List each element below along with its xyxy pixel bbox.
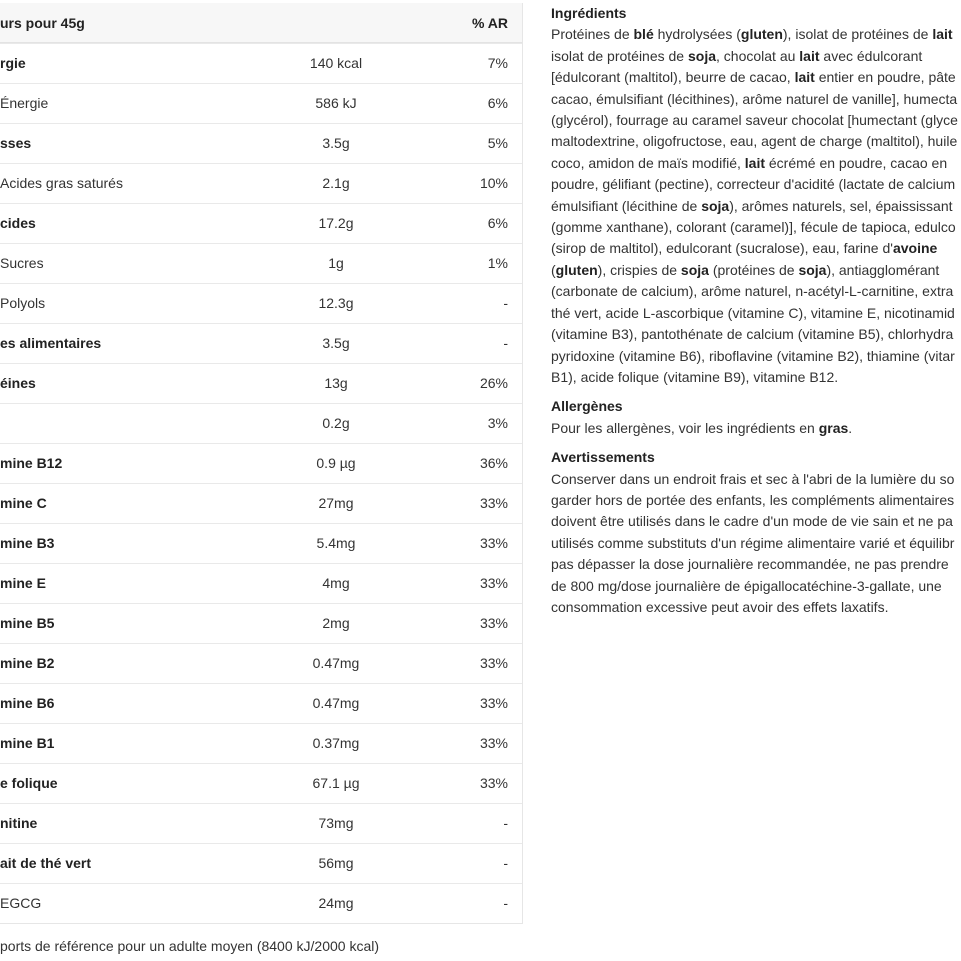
nutrient-value: 17.2g xyxy=(318,215,354,231)
nutrient-pct: 33% xyxy=(479,775,508,791)
nutrient-pct: 26% xyxy=(479,375,508,391)
reference-footnote: ports de référence pour un adulte moyen (8400 kJ/2000 kcal) xyxy=(0,938,380,954)
nutrient-pct: - xyxy=(503,855,508,871)
nutrient-label: mine E xyxy=(0,575,46,591)
table-row xyxy=(0,403,522,443)
nutrient-label: sses xyxy=(0,135,32,151)
nutrient-pct: 36% xyxy=(479,455,508,471)
table-row xyxy=(0,723,522,763)
nutrient-pct: 33% xyxy=(479,695,508,711)
nutrient-label: Énergie xyxy=(0,95,49,111)
nutrient-label: Sucres xyxy=(0,255,44,271)
header-label: urs pour 45g xyxy=(0,15,85,31)
nutrient-value: 24mg xyxy=(318,895,354,911)
product-info xyxy=(551,3,961,626)
nutrient-pct: 33% xyxy=(479,615,508,631)
nutrient-value: 0.47mg xyxy=(312,695,360,711)
nutrient-label: mine B6 xyxy=(0,695,55,711)
nutrient-label: éines xyxy=(0,375,36,391)
nutrient-pct: 33% xyxy=(479,735,508,751)
nutrient-pct: 6% xyxy=(487,95,508,111)
nutrient-value: 586 kJ xyxy=(315,95,357,111)
nutrient-label: es alimentaires xyxy=(0,335,102,351)
nutrient-label: mine B12 xyxy=(0,455,63,471)
nutrient-label: mine B3 xyxy=(0,535,55,551)
nutrient-pct: 1% xyxy=(487,255,508,271)
nutrient-value: 2mg xyxy=(322,615,350,631)
nutrient-label: Polyols xyxy=(0,295,46,311)
table-row xyxy=(0,523,522,563)
nutrient-value: 5.4mg xyxy=(316,535,356,551)
table-header xyxy=(0,3,522,43)
nutrient-label: EGCG xyxy=(0,895,42,911)
table-row xyxy=(0,443,522,483)
table-row xyxy=(0,563,522,603)
table-row xyxy=(0,763,522,803)
nutrient-value: 0.37mg xyxy=(312,735,360,751)
nutrient-pct: 7% xyxy=(487,55,508,71)
nutrient-value: 12.3g xyxy=(318,295,354,311)
header-pct: % AR xyxy=(471,15,508,31)
nutrient-pct: 3% xyxy=(487,415,508,431)
ingredients-title: Ingrédients xyxy=(551,5,627,21)
table-row xyxy=(0,163,522,203)
table-row xyxy=(0,643,522,683)
table-row xyxy=(0,323,522,363)
nutrient-pct: - xyxy=(503,895,508,911)
nutrient-pct: 33% xyxy=(479,655,508,671)
allergens-title: Allergènes xyxy=(551,398,623,415)
nutrient-value: 0.9 µg xyxy=(316,455,356,471)
table-row xyxy=(0,883,522,923)
nutrient-value: 4mg xyxy=(322,575,350,591)
ingredients-text: Protéines de blé hydrolysées (gluten), isolat de protéines de lait isolat de protéines de soja, chocolat au lait avec édulcorant [édulcorant (maltitol), beurre de cacao, lait entier en poudre, pâte cacao, émulsifiant (lécithines), arôme naturel de vanille], humecta (glycérol), fourrage au caramel saveur chocolat [humectant (glyce maltodextrine, oligofructose, eau, agent de charge (maltitol), huile coco, amidon de maïs modifié, lait écrémé en poudre, cacao en poudre, gélifiant (pectine), correcteur d'acidité (lactate de calcium émulsifiant (lécithine de soja), arômes naturels, sel, épaississant (gomme xanthane), colorant (caramel)], fécule de tapioca, edulco (sirop de maltitol), edulcorant (sucralose), eau, farine d'avoine (gluten), crispies de soja (protéines de soja), antiagglomérant (carbonate de calcium), arôme naturel, n-acétyl-L-carnitine, extra thé vert, acide L-ascorbique (vitamine C), vitamine E, nicotinamid (vitamine B3), pantothénate de calcium (vitamine B5), chlorhydra pyridoxine (vitamine B6), riboflavine (vitamine B2), thiamine (vitar B1), acide folique (vitamine B9), vitamine B12. xyxy=(551,26,958,385)
nutrient-pct: - xyxy=(503,815,508,831)
nutrient-value: 67.1 µg xyxy=(312,775,360,791)
nutrient-value: 140 kcal xyxy=(309,55,363,71)
nutrient-value: 13g xyxy=(324,375,348,391)
nutrient-pct: 33% xyxy=(479,575,508,591)
table-row xyxy=(0,603,522,643)
nutrient-pct: 5% xyxy=(487,135,508,151)
table-row xyxy=(0,283,522,323)
table-row xyxy=(0,363,522,403)
table-body xyxy=(0,43,522,923)
warnings-title: Avertissements xyxy=(551,449,655,466)
nutrient-value: 3.5g xyxy=(322,135,350,151)
table-row xyxy=(0,43,522,83)
table-row xyxy=(0,243,522,283)
table-row xyxy=(0,843,522,883)
nutrient-label: e folique xyxy=(0,775,58,791)
nutrient-label: ait de thé vert xyxy=(0,855,92,871)
nutrient-label: mine B1 xyxy=(0,735,55,751)
table-row xyxy=(0,803,522,843)
nutrient-label: Acides gras saturés xyxy=(0,175,123,191)
nutrient-value: 27mg xyxy=(318,495,354,511)
nutrient-value: 0.47mg xyxy=(312,655,360,671)
nutrient-pct: 33% xyxy=(479,535,508,551)
nutrient-value: 2.1g xyxy=(322,175,350,191)
nutrient-pct: 6% xyxy=(487,215,508,231)
nutrient-value: 56mg xyxy=(318,855,354,871)
table-row xyxy=(0,683,522,723)
nutrition-table xyxy=(0,3,523,924)
nutrient-pct: - xyxy=(503,335,508,351)
nutrient-label: nitine xyxy=(0,815,38,831)
table-row xyxy=(0,203,522,243)
nutrient-pct: 10% xyxy=(479,175,508,191)
nutrient-label: cides xyxy=(0,215,36,231)
warnings-text: Conserver dans un endroit frais et sec à l'abri de la lumière du so garder hors de portée des enfants, les compléments alimentaires doivent être utilisés dans le cadre d'un mode de vie sain et ne pa utilisés comme substituts d'un régime alimentaire varié et équilibr pas dépasser la dose journalière recommandée, ne pas prendre de 800 mg/dose journalière de épigallocatéchine-3-gallate, une consommation excessive peut avoir des effets laxatifs. xyxy=(551,470,955,615)
table-row xyxy=(0,83,522,123)
nutrient-value: 73mg xyxy=(318,815,354,831)
nutrient-value: 0.2g xyxy=(322,415,350,431)
nutrient-pct: 33% xyxy=(479,495,508,511)
nutrient-value: 3.5g xyxy=(322,335,350,351)
table-row xyxy=(0,483,522,523)
nutrient-label: mine B2 xyxy=(0,655,55,671)
nutrient-label: rgie xyxy=(0,55,26,71)
nutrient-label: mine C xyxy=(0,495,47,511)
nutrient-value: 1g xyxy=(328,255,344,271)
allergens-text: Pour les allergènes, voir les ingrédients en gras. xyxy=(551,419,853,436)
nutrient-pct: - xyxy=(503,295,508,311)
nutrient-label: mine B5 xyxy=(0,615,55,631)
table-row xyxy=(0,123,522,163)
